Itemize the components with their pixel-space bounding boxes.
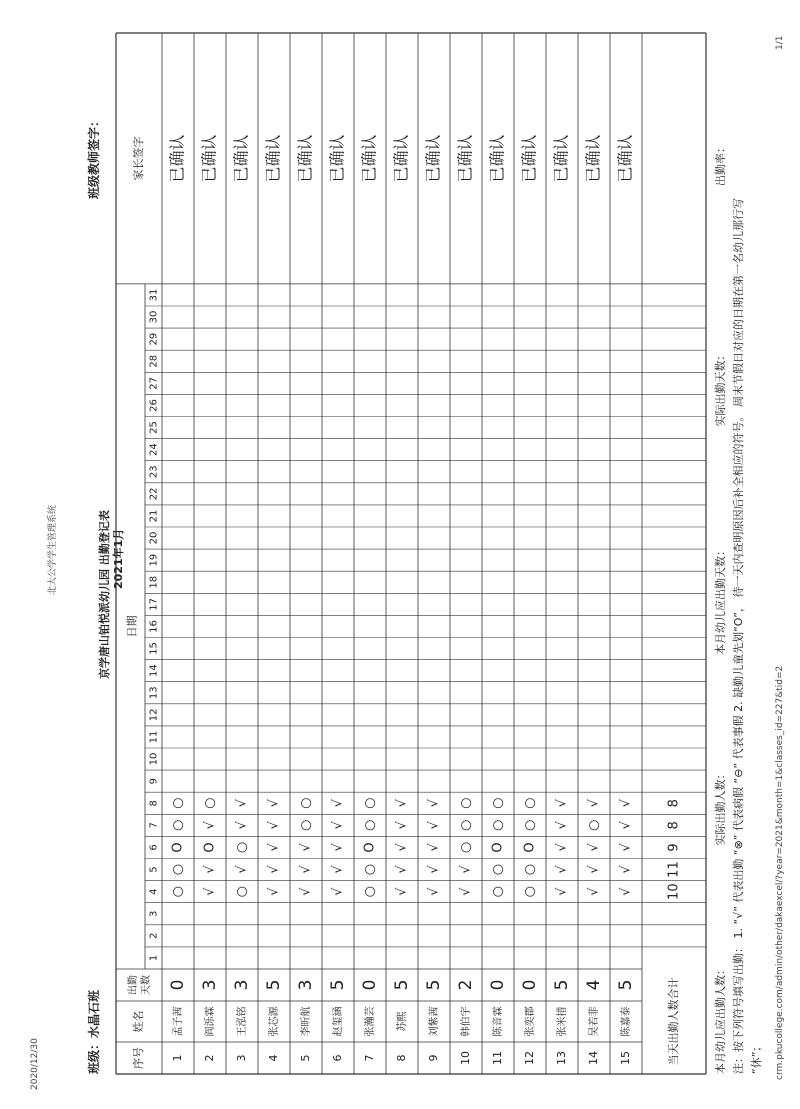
row-attend-days: 5 xyxy=(328,979,348,991)
row-seq: 14 xyxy=(587,1051,600,1065)
day-number: 7 xyxy=(148,822,160,829)
row-seq: 11 xyxy=(491,1051,504,1065)
row-attend-days: 0 xyxy=(168,979,188,991)
day-number: 22 xyxy=(148,487,160,501)
attendance-mark: ○ xyxy=(362,885,378,898)
header-seq: 序号 xyxy=(132,1047,145,1069)
header-attend-days: 天数 xyxy=(141,975,152,995)
parent-signature: 已确认 xyxy=(263,134,283,183)
day-number: 18 xyxy=(148,575,160,589)
parent-signature: 已确认 xyxy=(551,134,571,183)
row-attend-days: 3 xyxy=(200,979,220,991)
footer-line1 xyxy=(712,34,728,1074)
sheet-title: 京学唐山铂悦派幼儿园 出勤登记表 xyxy=(98,510,111,679)
day-number: 16 xyxy=(148,620,160,633)
attendance-mark: ○ xyxy=(458,797,474,809)
day-number: 10 xyxy=(148,752,160,766)
attendance-mark: √ xyxy=(618,799,634,808)
day-number: 25 xyxy=(148,421,160,434)
system-name: 北大公学学生管理系统 xyxy=(48,504,58,595)
day-number: 4 xyxy=(148,888,160,895)
row-attend-days: 0 xyxy=(488,979,508,991)
parent-signature: 已确认 xyxy=(295,134,315,183)
row-attend-days: 5 xyxy=(424,979,444,991)
row-name: 阎泺霖 xyxy=(205,1006,216,1037)
attendance-mark: √ xyxy=(586,799,602,808)
attendance-mark: √ xyxy=(234,821,250,830)
row-attend-days: 3 xyxy=(232,979,252,991)
attendance-mark: ○ xyxy=(362,863,378,876)
header-name: 姓名 xyxy=(132,1010,145,1033)
attendance-mark: √ xyxy=(426,799,442,808)
day-number: 12 xyxy=(148,708,160,722)
parent-signature: 已确认 xyxy=(519,134,539,183)
day-number: 24 xyxy=(148,443,160,457)
attendance-mark: √ xyxy=(298,887,314,896)
attendance-mark: √ xyxy=(554,843,570,852)
row-seq: 12 xyxy=(523,1051,536,1065)
attendance-mark: √ xyxy=(394,865,410,874)
attendance-mark: √ xyxy=(266,887,282,896)
row-name: 韩伯宇 xyxy=(461,1006,472,1037)
attendance-mark: √ xyxy=(554,821,570,830)
attendance-mark: √ xyxy=(554,865,570,874)
footer-notes: 注：按下列符号填写出勤： 1. “√” 代表出勤 “⊗” 代表病假 “⊖” 代表事假 2. 缺勤儿童先划“O”， 待一天内查明原因后补全相应的符号。 周末节假日对应的日期在第一名幼儿那行写 xyxy=(732,198,745,1074)
row-name: 刘紫茜 xyxy=(429,1006,440,1037)
row-name: 孟子茜 xyxy=(173,1006,184,1037)
attendance-mark: ○ xyxy=(298,819,314,832)
total-count: 9 xyxy=(666,843,682,852)
attendance-mark: √ xyxy=(426,887,442,896)
attendance-mark: √ xyxy=(394,843,410,852)
row-attend-days: 2 xyxy=(456,979,476,991)
header-date: 日期 xyxy=(125,615,139,638)
page-number: 1/1 xyxy=(775,35,785,50)
attendance-mark: ○ xyxy=(234,885,250,898)
attendance-mark: √ xyxy=(202,865,218,874)
row-name: 王泓铭 xyxy=(237,1006,248,1037)
row-seq: 2 xyxy=(203,1054,216,1062)
day-number: 20 xyxy=(148,531,160,545)
attendance-mark: √ xyxy=(554,799,570,808)
total-count: 8 xyxy=(666,799,682,808)
attendance-mark: ○ xyxy=(170,863,186,876)
row-name: 苏熙 xyxy=(397,1011,408,1032)
day-number: 27 xyxy=(148,376,160,390)
attendance-mark: √ xyxy=(458,865,474,874)
attendance-mark: √ xyxy=(394,887,410,896)
parent-signature: 已确认 xyxy=(167,134,187,183)
header-parent-sign: 家长签字 xyxy=(132,136,145,181)
attendance-mark: √ xyxy=(426,821,442,830)
row-attend-days: 5 xyxy=(264,979,284,991)
row-attend-days: 5 xyxy=(392,979,412,991)
row-name: 陈音霖 xyxy=(493,1006,504,1037)
attendance-mark: ○ xyxy=(362,819,378,832)
attendance-mark: ○ xyxy=(170,819,186,832)
header-attend-days: 出勤 xyxy=(128,975,139,995)
attendance-mark: ○ xyxy=(490,863,506,876)
footer-actual-children: 实际出勤人数： xyxy=(714,768,727,846)
attendance-mark: ○ xyxy=(234,841,250,854)
row-seq: 8 xyxy=(395,1054,408,1062)
class-label: 班级：水晶石班 xyxy=(87,989,101,1074)
day-number: 5 xyxy=(148,866,160,873)
attendance-mark: √ xyxy=(266,843,282,852)
attendance-mark: ○ xyxy=(490,819,506,832)
day-number: 8 xyxy=(148,800,160,807)
total-count: 11 xyxy=(666,861,682,878)
attendance-mark: √ xyxy=(394,799,410,808)
attendance-mark: √ xyxy=(618,865,634,874)
attendance-mark: ○ xyxy=(522,819,538,832)
attendance-mark: √ xyxy=(618,887,634,896)
attendance-mark: ○ xyxy=(362,797,378,809)
footer-rate: 出勤率： xyxy=(714,142,727,186)
attendance-mark: √ xyxy=(234,799,250,808)
attendance-mark: √ xyxy=(330,843,346,852)
day-number: 11 xyxy=(148,730,160,744)
attendance-mark: ○ xyxy=(170,797,186,809)
row-name: 张瀚芸 xyxy=(365,1006,376,1037)
attendance-mark: ○ xyxy=(522,885,538,898)
row-seq: 6 xyxy=(331,1054,344,1062)
attendance-mark: ○ xyxy=(586,819,602,832)
row-seq: 5 xyxy=(299,1054,312,1062)
attendance-mark: ○ xyxy=(298,797,314,809)
attendance-mark: √ xyxy=(202,821,218,830)
total-count: 8 xyxy=(666,821,682,830)
footer-should-days: 本月幼儿应出勤天数： xyxy=(714,545,727,655)
attendance-mark: ○ xyxy=(170,885,186,898)
row-name: 张奕郡 xyxy=(525,1006,536,1037)
day-number: 26 xyxy=(148,399,160,412)
footer-actual-days: 实际出勤天数： xyxy=(714,349,727,427)
teacher-sign-label: 班级教师签字： xyxy=(87,114,101,199)
row-name: 张芯源 xyxy=(269,1006,280,1037)
row-name: 吴若菲 xyxy=(589,1006,600,1037)
total-count: 10 xyxy=(666,883,682,900)
day-number: 31 xyxy=(148,288,160,302)
row-name: 张米措 xyxy=(557,1006,568,1037)
row-seq: 10 xyxy=(459,1051,472,1065)
attendance-mark: √ xyxy=(426,843,442,852)
day-number: 17 xyxy=(148,597,160,611)
parent-signature: 已确认 xyxy=(199,134,219,183)
attendance-mark: √ xyxy=(586,865,602,874)
row-seq: 3 xyxy=(235,1054,248,1062)
footer-rest-note: “休”； xyxy=(750,1040,763,1074)
row-seq: 9 xyxy=(427,1054,440,1062)
day-number: 3 xyxy=(148,910,160,917)
footer-should-children: 本月幼儿应出勤人数： xyxy=(714,964,727,1074)
row-name: 赵玺涵 xyxy=(333,1006,344,1037)
row-name: 陈嘉泰 xyxy=(621,1006,632,1037)
day-number: 30 xyxy=(148,310,160,324)
attendance-mark: √ xyxy=(618,821,634,830)
attendance-mark: √ xyxy=(298,843,314,852)
parent-signature: 已确认 xyxy=(359,134,379,183)
row-seq: 15 xyxy=(619,1051,632,1065)
attendance-mark: √ xyxy=(330,865,346,874)
attendance-mark: √ xyxy=(426,865,442,874)
attendance-mark: O xyxy=(522,842,538,853)
row-seq: 7 xyxy=(363,1054,376,1062)
attendance-mark: √ xyxy=(586,887,602,896)
day-number: 6 xyxy=(148,844,160,851)
attendance-mark: ○ xyxy=(490,885,506,898)
attendance-mark: O xyxy=(170,842,186,853)
day-number: 28 xyxy=(148,354,160,368)
day-number: 29 xyxy=(148,332,160,346)
parent-signature: 已确认 xyxy=(583,134,603,183)
attendance-mark: √ xyxy=(330,887,346,896)
attendance-mark: √ xyxy=(330,821,346,830)
row-attend-days: 3 xyxy=(296,979,316,991)
attendance-mark: ○ xyxy=(490,797,506,809)
attendance-mark: O xyxy=(490,842,506,853)
parent-signature: 已确认 xyxy=(487,134,507,183)
row-attend-days: 4 xyxy=(584,979,604,991)
parent-signature: 已确认 xyxy=(455,134,475,183)
attendance-mark: √ xyxy=(618,843,634,852)
attendance-mark: √ xyxy=(298,865,314,874)
row-seq: 4 xyxy=(267,1054,280,1062)
attendance-mark: O xyxy=(362,842,378,853)
attendance-mark: √ xyxy=(266,865,282,874)
row-attend-days: 5 xyxy=(552,979,572,991)
attendance-mark: √ xyxy=(330,799,346,808)
attendance-mark: ○ xyxy=(522,863,538,876)
parent-signature: 已确认 xyxy=(231,134,251,183)
attendance-mark: √ xyxy=(266,799,282,808)
attendance-mark: √ xyxy=(394,821,410,830)
total-row-label: 当天出勤人数合计 xyxy=(667,977,680,1066)
day-number: 13 xyxy=(148,686,160,700)
attendance-mark: ○ xyxy=(458,819,474,832)
day-number: 2 xyxy=(148,932,160,940)
parent-signature: 已确认 xyxy=(615,134,635,183)
attendance-mark: √ xyxy=(266,821,282,830)
day-number: 14 xyxy=(148,664,160,678)
row-attend-days: 0 xyxy=(360,979,380,991)
parent-signature: 已确认 xyxy=(327,134,347,183)
row-attend-days: 0 xyxy=(520,979,540,991)
attendance-mark: √ xyxy=(554,887,570,896)
attendance-mark: O xyxy=(202,842,218,853)
day-number: 19 xyxy=(148,553,160,567)
day-number: 1 xyxy=(148,954,160,962)
sheet-month: 2021年1月 xyxy=(112,528,125,589)
attendance-mark: √ xyxy=(586,843,602,852)
row-attend-days: 5 xyxy=(616,979,636,991)
day-number: 15 xyxy=(148,642,160,655)
attendance-mark: √ xyxy=(234,865,250,874)
day-number: 23 xyxy=(148,465,160,479)
attendance-mark: ○ xyxy=(202,797,218,809)
print-url: crm.pkucollege.com/admin/other/dakaexcel/?year=2021&month=1&classes_id=227&tid=2 xyxy=(775,665,785,1080)
attendance-mark: √ xyxy=(458,887,474,896)
parent-signature: 已确认 xyxy=(391,134,411,183)
attendance-mark: ○ xyxy=(522,797,538,809)
attendance-mark: ○ xyxy=(458,841,474,854)
attendance-mark: √ xyxy=(202,887,218,896)
row-seq: 13 xyxy=(555,1051,568,1065)
row-seq: 1 xyxy=(171,1054,184,1062)
row-name: 李昕航 xyxy=(301,1006,312,1037)
print-date: 2020/12/30 xyxy=(30,1038,40,1090)
parent-signature: 已确认 xyxy=(423,134,443,183)
day-number: 9 xyxy=(148,777,160,785)
day-number: 21 xyxy=(148,509,160,523)
